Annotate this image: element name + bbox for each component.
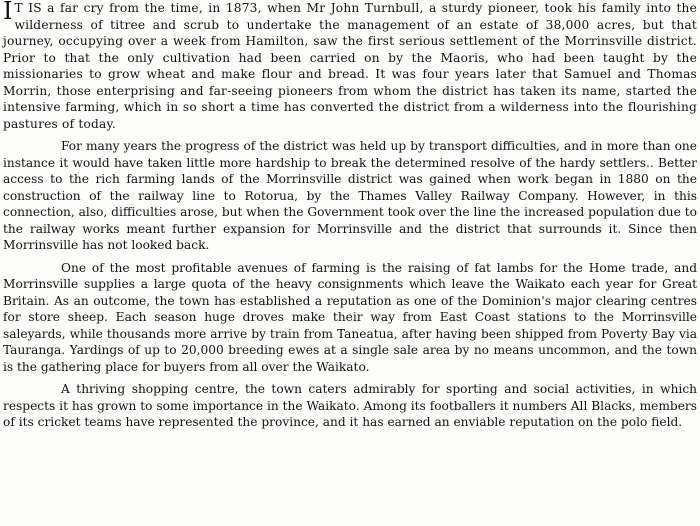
paragraph-1	[3, 0, 697, 132]
paragraph-2: For many years the progress of the district was held up by transport difficulties, and in more than one instance it would have taken little more hardship to break the determined resolve of the hardy settlers.. Better access to the rich farming lands of the Morrinsville district was gained when work began in 1880 on the construction of the railway line to Rotorua, by the Thames Valley Railway Company. However, in this connection, also, difficulties arose, but when the Government took over the line the increased population due to the railway works meant further expansion for Morrinsville and the district that surrounds it. Since then Morrinsville has not looked back.	[3, 139, 697, 252]
paragraph-4: A thriving shopping centre, the town caters admirably for sporting and social activities, in which respects it has grown to some importance in the Waikato. Among its footballers it numbers All Blacks, members of its cricket teams have represented the province, and it has earned an enviable reputation on the polo field.	[3, 382, 697, 429]
paragraph-1-text: T IS a far cry from the time, in 1873, when Mr John Turnbull, a sturdy pioneer, took his family into the wilderness of titree and scrub to undertake the management of an estate of 38,000 acres, but that journey, occupying over a week from Hamilton, saw the first serious settlement of the Morrinsville district. Prior to that the only cultivation had been carried on by the Maoris, who had been taught by the missionaries to grow wheat and make flour and bread. It was four years later that Samuel and Thomas Morrin, those enterprising and far-seeing pioneers from whom the district has taken its name, started the intensive farming, which in so short a time has converted the district from a wilderness into the flourishing pastures of today.	[3, 1, 697, 131]
drop-cap: I	[3, 0, 13, 25]
paragraph-3: One of the most profitable avenues of farming is the raising of fat lambs for the Home trade, and Morrinsville supplies a large quota of the heavy consignments which leave the Waikato each year for Great Britain. As an outcome, the town has established a reputation as one of the Dominion's major clearing centres for store sheep. Each season huge droves make their way from East Coast stations to the Morrinsville saleyards, while thousands more arrive by train from Taneatua, after having been shipped from Poverty Bay via Tauranga. Yardings of up to 20,000 breeding ewes at a single sale area by no means uncommon, and the town is the gathering place for buyers from all over the Waikato.	[3, 260, 697, 374]
